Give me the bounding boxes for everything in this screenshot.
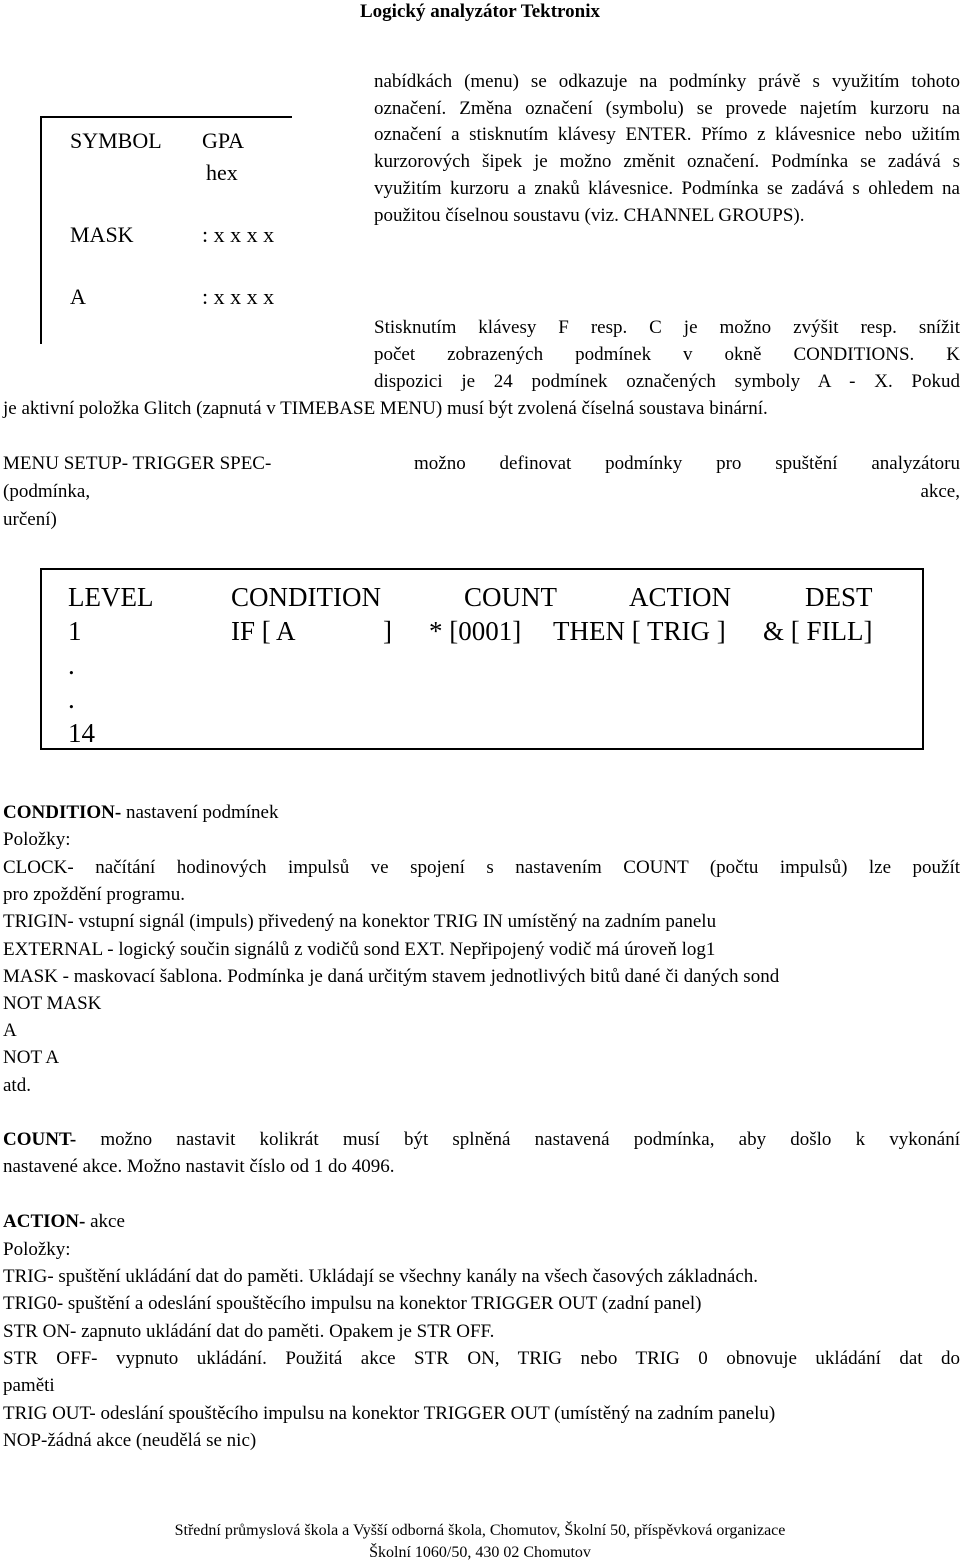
symbol-label: SYMBOL	[70, 128, 162, 153]
row-level-last: 14	[68, 718, 95, 748]
action-trig-out: TRIG OUT- odeslání spouštěcího impulsu na konektor TRIGGER OUT (umístěný na zadním panelu)	[3, 1403, 776, 1424]
menu-setup-left3: určení)	[3, 509, 57, 530]
action-trig: TRIG- spuštění ukládání dat do paměti. Ukládají se všechny kanály na všech časových základnách.	[3, 1266, 759, 1287]
menu-setup-left2: (podmínka,	[3, 481, 91, 502]
action-heading	[3, 1208, 125, 1235]
count-title: COUNT-	[3, 1129, 77, 1150]
action-title: ACTION-	[3, 1211, 86, 1232]
condition-not-mask: NOT MASK	[3, 993, 102, 1014]
mask-label: MASK	[70, 222, 134, 247]
count-line-2: nastavené akce. Možno nastavit číslo od 1 do 4096.	[3, 1156, 395, 1177]
intro-line-4: je aktivní položka Glitch (zapnutá v TIMEBASE MENU) musí být zvolená číselná soustava binární.	[3, 398, 768, 419]
condition-etc: atd.	[3, 1075, 31, 1096]
action-str-off-line-1: STR OFF- vypnuto ukládání. Použitá akce STR ON, TRIG nebo TRIG 0 obnovuje ukládání dat do	[3, 1348, 960, 1369]
condition-heading	[3, 799, 278, 826]
row-level: 1	[68, 616, 82, 646]
menu-setup-title: MENU SETUP- TRIGGER SPEC-	[3, 453, 272, 474]
menu-setup-desc: možno definovat podmínky pro spuštění analyzátoru	[414, 453, 960, 474]
row-condition-close: ]	[383, 616, 392, 646]
col-header-count: COUNT	[464, 582, 557, 612]
row-count-field: * [0001]	[429, 616, 522, 646]
count-line-1-rest: možno nastavit kolikrát musí být splněná nastavená podmínka, aby došlo k vykonání	[76, 1129, 960, 1150]
ellipsis-dot-1: .	[68, 650, 75, 680]
intro-line-3: dispozici je 24 podmínek označených symboly A - X. Pokud	[374, 371, 960, 392]
col-header-level: LEVEL	[68, 582, 154, 612]
hex-label: hex	[206, 160, 238, 185]
action-nop: NOP-žádná akce (neudělá se nic)	[3, 1430, 257, 1451]
intro-line-2: počet zobrazených podmínek v okně CONDITIONS. K	[374, 344, 960, 365]
row-action-field: THEN [ TRIG ]	[553, 616, 726, 646]
col-header-dest: DEST	[805, 582, 873, 612]
footer-line-1: Střední průmyslová škola a Vyšší odborná škola, Chomutov, Školní 50, příspěvková organizace	[174, 1522, 786, 1539]
condition-clock-line-2: pro zpoždění programu.	[3, 884, 186, 905]
gpa-label: GPA	[202, 128, 244, 153]
menu-setup-right2: akce,	[920, 481, 960, 502]
count-line-1	[3, 1126, 960, 1153]
condition-mask: MASK - maskovací šablona. Podmínka je daná určitým stavem jednotlivých bitů dané či daných sond	[3, 966, 780, 987]
intro-paragraph: nabídkách (menu) se odkazuje na podmínky právě s využitím tohoto označení. Změna označení (symbolu) se provede najetím kurzoru na označení a stisknutím klávesy ENTER. Přímo z klávesnice nebo užitím kurzorových šipek je možno změnit označení. Podmínka se zadává s využitím kurzoru a znaků klávesnice. Podmínka se zadává s ohledem na použitou číselnou soustavu (viz. CHANNEL GROUPS).	[374, 71, 960, 226]
condition-title: CONDITION-	[3, 802, 122, 823]
ellipsis-dot-2: .	[68, 684, 75, 714]
intro-line-1: Stisknutím klávesy F resp. C je možno zvýšit resp. snížit	[374, 317, 960, 338]
a-label: A	[70, 284, 86, 309]
footer-line-2: Školní 1060/50, 430 02 Chomutov	[369, 1544, 591, 1561]
condition-title-rest: nastavení podmínek	[121, 802, 279, 823]
condition-external: EXTERNAL - logický součin signálů z vodičů sond EXT. Nepřipojený vodič má úroveň log1	[3, 939, 716, 960]
row-dest-field: & [ FILL]	[763, 616, 873, 646]
page-header-title: Logický analyzátor Tektronix	[360, 1, 600, 22]
col-header-action: ACTION	[629, 582, 731, 612]
a-value: : x x x x	[202, 284, 275, 309]
mask-value: : x x x x	[202, 222, 275, 247]
row-condition-field: IF [ A	[231, 616, 296, 646]
action-str-on: STR ON- zapnuto ukládání dat do paměti. Opakem je STR OFF.	[3, 1321, 495, 1342]
condition-clock-line-1: CLOCK- načítání hodinových impulsů ve spojení s nastavením COUNT (počtu impulsů) lze použít	[3, 857, 960, 878]
action-items-label: Položky:	[3, 1239, 71, 1260]
action-title-rest: akce	[85, 1211, 125, 1232]
condition-a: A	[3, 1020, 17, 1041]
action-str-off-line-2: paměti	[3, 1375, 55, 1396]
condition-not-a: NOT A	[3, 1047, 60, 1068]
action-trig0: TRIG0- spuštění a odeslání spouštěcího impulsu na konektor TRIGGER OUT (zadní panel)	[3, 1293, 702, 1314]
condition-trigin: TRIGIN- vstupní signál (impuls) přivedený na konektor TRIG IN umístěný na zadním panelu	[3, 911, 717, 932]
col-header-condition: CONDITION	[231, 582, 381, 612]
condition-items-label: Položky:	[3, 829, 71, 850]
